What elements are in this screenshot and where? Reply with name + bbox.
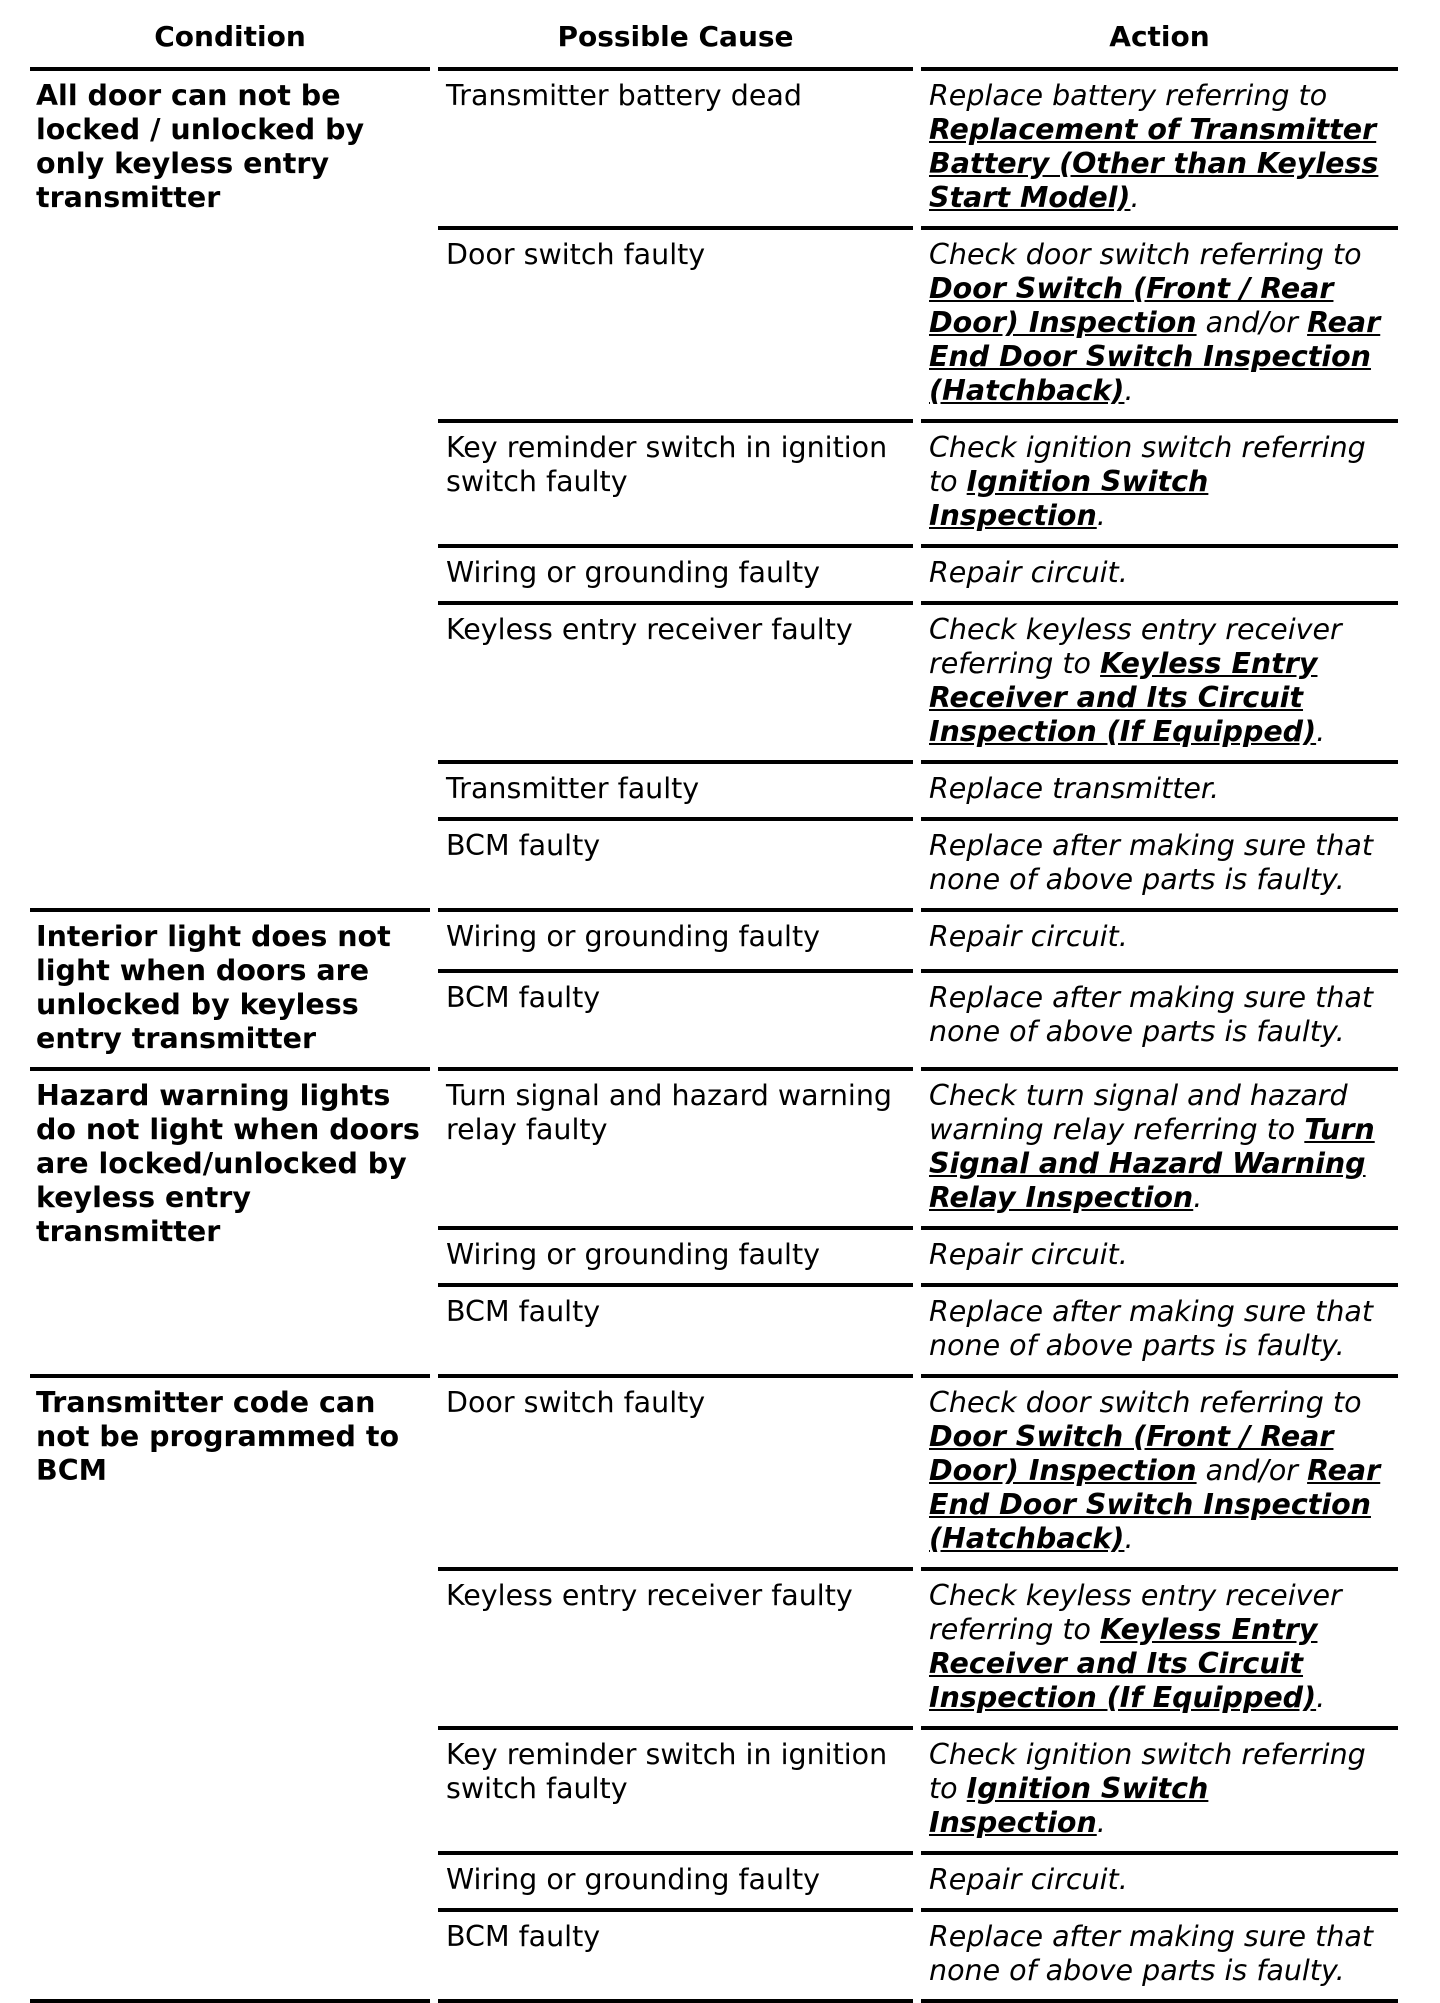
action-text: Check keyless entry receiver referring to bbox=[929, 613, 1342, 680]
action-text: Replace transmitter. bbox=[929, 772, 1220, 805]
action-text: Replace after making sure that none of above parts is faulty. bbox=[929, 829, 1374, 896]
action-cell bbox=[921, 1071, 1398, 1230]
action-text: Check keyless entry receiver referring to bbox=[929, 1579, 1342, 1646]
possible-cause-cell: Door switch faulty bbox=[438, 1378, 913, 1571]
condition-cell: Hazard warning lights do not light when doors are locked/unlocked by keyless entry transmitter bbox=[30, 1071, 430, 1378]
reference-link[interactable]: Ignition Switch Inspection bbox=[929, 465, 1209, 532]
action-text: Repair circuit. bbox=[929, 556, 1128, 589]
action-text: . bbox=[1193, 1181, 1203, 1214]
possible-cause-cell: Keyless entry receiver faulty bbox=[438, 605, 913, 764]
action-cell bbox=[921, 1855, 1398, 1912]
action-cell bbox=[921, 764, 1398, 821]
possible-cause-cell: BCM faulty bbox=[438, 1912, 913, 2003]
action-text: Check ignition switch referring to bbox=[929, 1738, 1366, 1805]
possible-cause-cell: Key reminder switch in ignition switch faulty bbox=[438, 423, 913, 548]
action-text: . bbox=[1096, 1806, 1106, 1839]
possible-cause-cell: Keyless entry receiver faulty bbox=[438, 1571, 913, 1730]
possible-cause-cell: Transmitter faulty bbox=[438, 764, 913, 821]
condition-cell: Interior light does not light when doors are unlocked by keyless entry transmitter bbox=[30, 912, 430, 1071]
action-cell bbox=[921, 1571, 1398, 1730]
table-row bbox=[30, 1378, 1398, 1571]
header-possible-cause: Possible Cause bbox=[438, 8, 913, 71]
table-body bbox=[30, 71, 1398, 2003]
possible-cause-cell: Wiring or grounding faulty bbox=[438, 1855, 913, 1912]
possible-cause-cell: Key reminder switch in ignition switch faulty bbox=[438, 1730, 913, 1855]
reference-link[interactable]: Door Switch (Front / Rear Door) Inspection bbox=[929, 272, 1334, 339]
action-text: . bbox=[1096, 499, 1106, 532]
action-text: Check turn signal and hazard warning relay referring to bbox=[929, 1079, 1348, 1146]
reference-link[interactable]: Turn Signal and Hazard Warning Relay Inspection bbox=[929, 1113, 1375, 1214]
troubleshooting-table bbox=[22, 8, 1406, 2003]
action-text: Check door switch referring to bbox=[929, 1386, 1362, 1419]
action-cell bbox=[921, 912, 1398, 973]
reference-link[interactable]: Keyless Entry Receiver and Its Circuit Inspection (If Equipped) bbox=[929, 1613, 1318, 1714]
header-action: Action bbox=[921, 8, 1398, 71]
action-text: . bbox=[1316, 715, 1326, 748]
reference-link[interactable]: Door Switch (Front / Rear Door) Inspection bbox=[929, 1420, 1334, 1487]
action-text: Repair circuit. bbox=[929, 920, 1128, 953]
action-cell bbox=[921, 71, 1398, 230]
possible-cause-cell: BCM faulty bbox=[438, 1287, 913, 1378]
possible-cause-cell: BCM faulty bbox=[438, 821, 913, 912]
action-cell bbox=[921, 230, 1398, 423]
possible-cause-cell: Transmitter battery dead bbox=[438, 71, 913, 230]
possible-cause-cell: Wiring or grounding faulty bbox=[438, 912, 913, 973]
action-text: Replace after making sure that none of above parts is faulty. bbox=[929, 981, 1374, 1049]
action-cell bbox=[921, 821, 1398, 912]
action-cell bbox=[921, 548, 1398, 605]
condition-cell: All door can not be locked / unlocked by only keyless entry transmitter bbox=[30, 71, 430, 912]
action-cell bbox=[921, 1230, 1398, 1287]
action-cell bbox=[921, 1378, 1398, 1571]
table-row bbox=[30, 1071, 1398, 1230]
action-text: Replace after making sure that none of above parts is faulty. bbox=[929, 1920, 1374, 1987]
action-text: and/or bbox=[1196, 306, 1308, 339]
table-row bbox=[30, 912, 1398, 973]
action-cell bbox=[921, 973, 1398, 1071]
action-text: . bbox=[1124, 374, 1134, 407]
possible-cause-cell: BCM faulty bbox=[438, 973, 913, 1071]
action-text: Replace battery referring to bbox=[929, 79, 1328, 112]
action-text: . bbox=[1124, 1522, 1134, 1555]
action-text: and/or bbox=[1196, 1454, 1308, 1487]
reference-link[interactable]: Ignition Switch Inspection bbox=[929, 1772, 1209, 1839]
table-row bbox=[30, 71, 1398, 230]
action-text: Check ignition switch referring to bbox=[929, 431, 1366, 498]
action-text: Check door switch referring to bbox=[929, 238, 1362, 271]
action-cell bbox=[921, 1912, 1398, 2003]
action-text: Replace after making sure that none of above parts is faulty. bbox=[929, 1295, 1374, 1362]
action-text: . bbox=[1130, 181, 1140, 214]
action-text: Repair circuit. bbox=[929, 1863, 1128, 1896]
action-text: Repair circuit. bbox=[929, 1238, 1128, 1271]
possible-cause-cell: Door switch faulty bbox=[438, 230, 913, 423]
reference-link[interactable]: Keyless Entry Receiver and Its Circuit Inspection (If Equipped) bbox=[929, 647, 1318, 748]
table-header-row bbox=[30, 8, 1398, 71]
condition-cell: Transmitter code can not be programmed to BCM bbox=[30, 1378, 430, 2003]
action-text: . bbox=[1316, 1681, 1326, 1714]
reference-link[interactable]: Replacement of Transmitter Battery (Other than Keyless Start Model) bbox=[929, 113, 1379, 214]
possible-cause-cell: Wiring or grounding faulty bbox=[438, 1230, 913, 1287]
action-cell bbox=[921, 605, 1398, 764]
possible-cause-cell: Wiring or grounding faulty bbox=[438, 548, 913, 605]
reference-link[interactable]: Rear End Door Switch Inspection (Hatchback) bbox=[929, 306, 1381, 407]
action-cell bbox=[921, 1287, 1398, 1378]
action-cell bbox=[921, 423, 1398, 548]
reference-link[interactable]: Rear End Door Switch Inspection (Hatchback) bbox=[929, 1454, 1381, 1555]
header-condition: Condition bbox=[30, 8, 430, 71]
action-cell bbox=[921, 1730, 1398, 1855]
possible-cause-cell: Turn signal and hazard warning relay faulty bbox=[438, 1071, 913, 1230]
